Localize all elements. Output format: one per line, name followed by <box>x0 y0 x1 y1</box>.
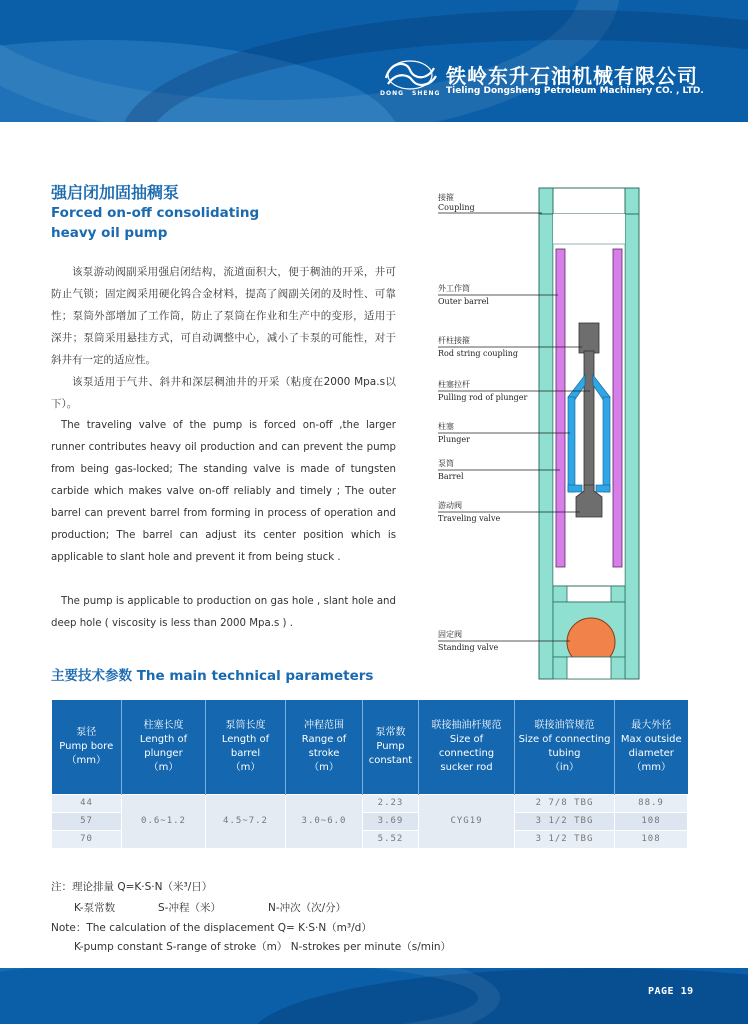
cell-od: 88.9 <box>615 794 688 812</box>
label-pulling-rod-en: Pulling rod of plunger <box>438 393 528 402</box>
product-title-en: Forced on-off consolidating heavy oil pump <box>51 205 260 241</box>
table-header-row <box>52 700 688 794</box>
company-logo-icon <box>380 56 440 94</box>
cell-od: 108 <box>615 812 688 830</box>
pump-diagram <box>430 185 670 680</box>
note-legend-en: K-pump constant S-range of stroke（m） N-strokes per minute（s/min） <box>74 941 452 953</box>
cell-stroke-range: 3.0~6.0 <box>286 794 363 848</box>
cell-tubing: 3 1/2 TBG <box>515 812 615 830</box>
rod-string-coupling <box>579 323 599 353</box>
label-rod-coupling-en: Rod string coupling <box>438 349 518 358</box>
cell-od: 108 <box>615 830 688 848</box>
cell-bore: 70 <box>52 830 122 848</box>
header-barrel-length: 泵筒长度 Length of barrel （m） <box>206 700 286 794</box>
company-name-cn: 铁岭东升石油机械有限公司 <box>446 64 698 88</box>
section-title: 主要技术参数 The main technical parameters <box>51 668 374 684</box>
label-traveling-valve: 游动阀 <box>438 501 462 510</box>
product-title-cn: 强启闭加固抽稠泵 <box>51 183 180 202</box>
description-en-1: The traveling valve of the pump is forced on-off ,the larger runner contributes heavy oil production and can prevent the pump from being gas-locked; The standing valve is made of tungsten carbide which makes valve on-off reliably and timely ; The outer barrel can prevent barrel from forming in process of operation and production; The barrel can adjust its center position which is applicable to slant hole and prevent it from being stuck . <box>51 420 396 563</box>
cell-tubing: 3 1/2 TBG <box>515 830 615 848</box>
barrel-left <box>556 249 565 567</box>
plunger-right <box>603 397 610 492</box>
cell-constant: 5.52 <box>363 830 419 848</box>
outer-barrel-right <box>625 214 639 679</box>
note-formula-cn: 注：理论排量 Q=K·S·N（米³/日） <box>51 881 213 893</box>
note-s-cn: S-冲程（米） <box>158 902 221 914</box>
note-formula-en: Note：The calculation of the displacement Q= K·S·N（m³/d） <box>51 922 372 934</box>
footer-decor <box>0 968 500 1024</box>
label-barrel: 泵筒 <box>438 459 454 468</box>
page-number: PAGE 19 <box>648 986 694 997</box>
label-coupling: 接箍 Coupling <box>438 193 475 212</box>
cell-bore: 44 <box>52 794 122 812</box>
note-k-cn: K-泵常数 <box>74 902 116 914</box>
barrel-right <box>613 249 622 567</box>
header-pump-constant: 泵常数 Pump constant <box>363 700 419 794</box>
outer-barrel-left <box>539 214 553 679</box>
label-pulling-rod: 柱塞拉杆 <box>438 380 470 389</box>
label-plunger-en: Plunger <box>438 435 470 444</box>
cell-sucker-rod: CYG19 <box>419 794 515 848</box>
cell-tubing: 2 7/8 TBG <box>515 794 615 812</box>
header-stroke-range: 冲程范围 Range of stroke （m） <box>286 700 363 794</box>
label-standing-valve: 固定阀 <box>438 630 462 639</box>
label-rod-coupling: 杆柱接箍 <box>438 336 470 345</box>
logo-text-sheng: SHENG <box>412 90 441 97</box>
label-plunger: 柱塞 <box>438 422 454 431</box>
header-pump-bore: 泵径 Pump bore （mm） <box>52 700 122 794</box>
label-barrel-en: Barrel <box>438 472 464 481</box>
label-standing-valve-en: Standing valve <box>438 643 499 652</box>
header-sucker-rod: 联接抽油杆规范 Size of connecting sucker rod <box>419 700 515 794</box>
label-traveling-valve-en: Traveling valve <box>438 514 501 523</box>
logo-text-dong: DONG <box>380 90 405 97</box>
description-cn-2: 该泵适用于气井、斜井和深层稠油井的开采（粘度在2000 Mpa.s以下）。 <box>51 376 396 410</box>
header-plunger-length: 柱塞长度 Length of plunger （m） <box>122 700 206 794</box>
cell-bore: 57 <box>52 812 122 830</box>
company-name-en: Tieling Dongsheng Petroleum Machinery CO. , LTD. <box>446 86 704 96</box>
header-tubing: 联接油管规范 Size of connecting tubing （in） <box>515 700 615 794</box>
cell-constant: 3.69 <box>363 812 419 830</box>
note-n-cn: N-冲次（次/分） <box>268 902 347 914</box>
cell-plunger-length: 0.6~1.2 <box>122 794 206 848</box>
header-max-od: 最大外径 Max outside diameter （mm） <box>615 700 688 794</box>
cell-barrel-length: 4.5~7.2 <box>206 794 286 848</box>
cell-constant: 2.23 <box>363 794 419 812</box>
pump-cross-section <box>430 185 670 680</box>
plunger-left <box>568 397 575 492</box>
footer-band <box>0 968 748 1024</box>
label-outer-barrel-en: Outer barrel <box>438 297 489 306</box>
description-en-2: The pump is applicable to production on gas hole , slant hole and deep hole ( viscosity is less than 2000 Mpa.s ) . <box>51 596 396 629</box>
description-cn-1: 该泵游动阀副采用强启闭结构，流道面积大，便于稠油的开采，井可防止气锁；固定阀采用硬化钨合金材料，提高了阀副关闭的及时性、可靠性；泵筒外部增加了工作筒，防止了泵筒在作业和生产中的变形，适用于深井；泵筒采用悬挂方式，可自动调整中心，减小了卡泵的可能性，对于斜井有一定的适应性。 <box>51 266 396 366</box>
table-row <box>52 794 688 812</box>
label-outer-barrel: 外工作筒 <box>438 284 470 293</box>
parameters-table <box>51 700 688 849</box>
